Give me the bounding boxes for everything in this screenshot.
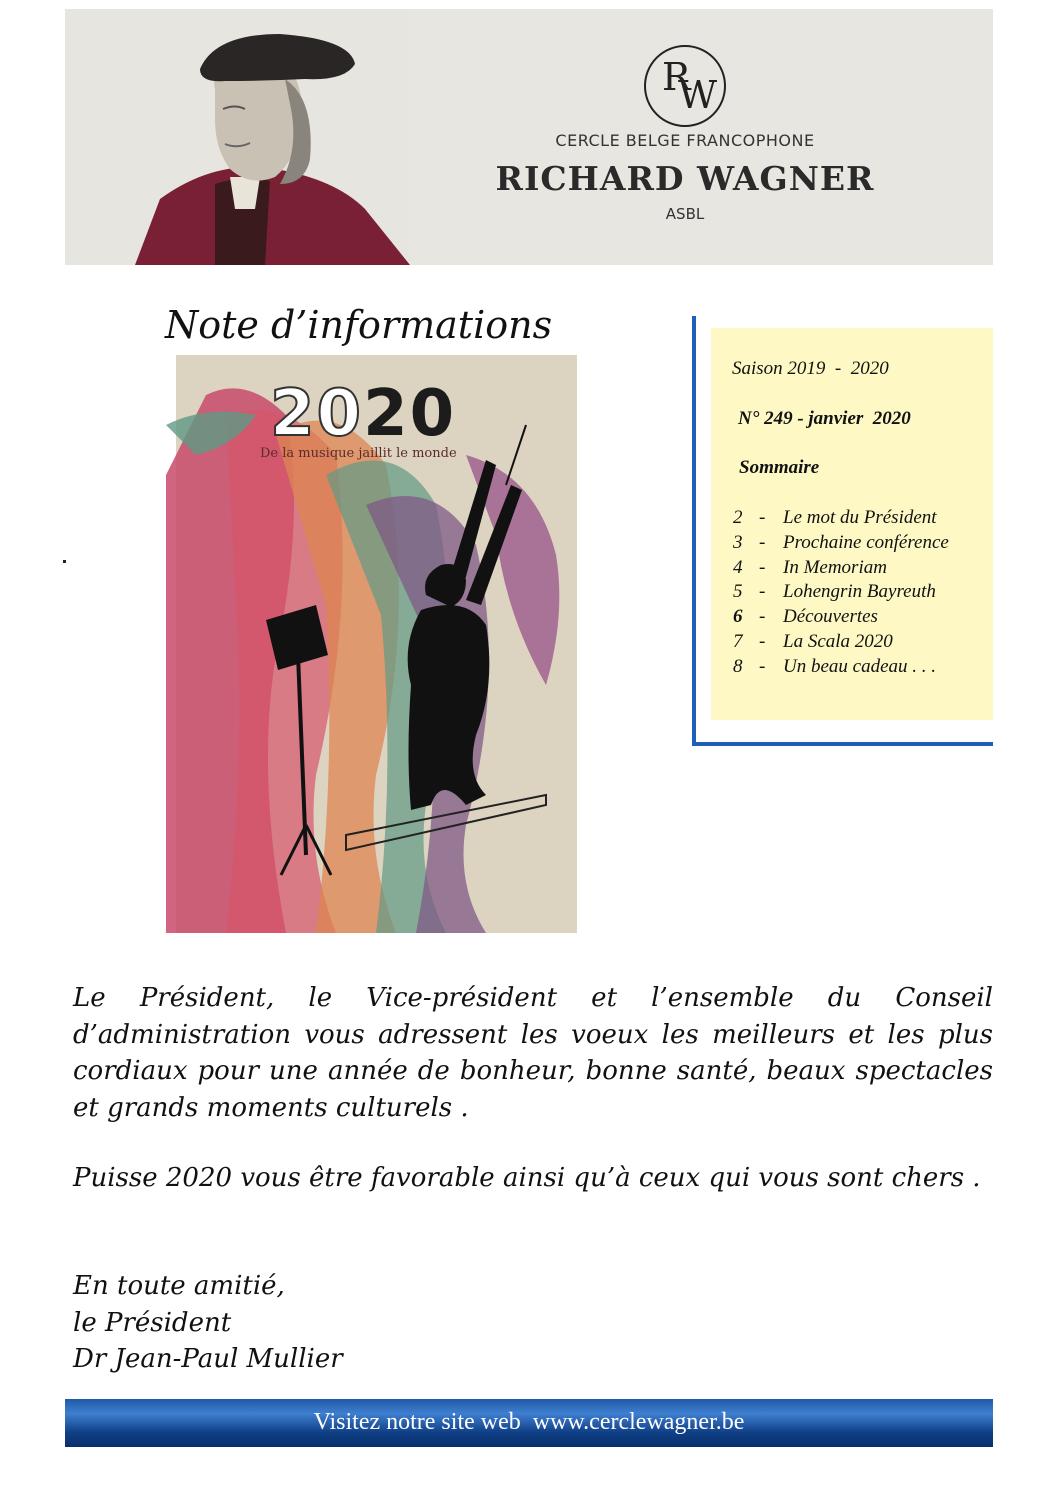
poster-subtitle: De la musique jaillit le monde — [260, 446, 457, 461]
letter-closing — [73, 1268, 993, 1378]
signer-name: Dr Jean-Paul Mullier — [73, 1344, 343, 1374]
website-footer-banner: Visitez notre site web www.cerclewagner.be — [65, 1399, 993, 1447]
toc-item: 4 - In Memoriam — [733, 556, 887, 578]
signer-role: le Président — [73, 1307, 232, 1338]
closing-salutation: En toute amitié, — [73, 1271, 285, 1301]
org-suffix: ASBL — [665, 205, 705, 223]
letter-paragraph-1: Le Président, le Vice-président et l’ensemble du Conseil d’administration vous adressent les voeux les meilleurs et les plus cordiaux pour une année de bonheur, bonne santé, beaux spectacles et grands moments culturels . — [73, 983, 993, 1123]
toc-item: 5 - Lohengrin Bayreuth — [733, 581, 936, 603]
org-subtitle: CERCLE BELGE FRANCOPHONE — [555, 131, 815, 150]
org-name: RICHARD WAGNER — [495, 159, 875, 198]
poster-year — [270, 377, 456, 451]
stray-dot — [63, 560, 66, 563]
issue-number: N° 249 - janvier 2020 — [738, 408, 911, 429]
sommaire-heading: Sommaire — [739, 457, 820, 478]
poster-year-white: 20 — [270, 377, 364, 451]
table-of-contents — [733, 506, 949, 680]
toc-item: 7 - La Scala 2020 — [733, 630, 893, 652]
sommaire-box — [711, 328, 993, 720]
poster-year-dark: 20 — [363, 377, 457, 451]
season-label: Saison 2019 - 2020 — [732, 358, 889, 379]
page-title: Note d’informations — [165, 303, 553, 347]
logo-letter-r: R — [662, 55, 691, 99]
toc-item: 3 - Prochaine conférence — [733, 531, 949, 553]
rw-logo — [644, 45, 726, 127]
letter-paragraph-2: Puisse 2020 vous être favorable ainsi qu’à ceux qui vous sont chers . — [73, 1163, 981, 1193]
toc-item: 6 - Découvertes — [733, 606, 878, 628]
toc-item: 8 - Un beau cadeau . . . — [733, 655, 937, 677]
logo-letter-w: W — [678, 73, 718, 117]
header-banner — [65, 9, 993, 265]
poster-image — [166, 355, 577, 933]
toc-item: 2 - Le mot du Président — [733, 507, 937, 528]
wagner-portrait-image — [65, 9, 410, 265]
